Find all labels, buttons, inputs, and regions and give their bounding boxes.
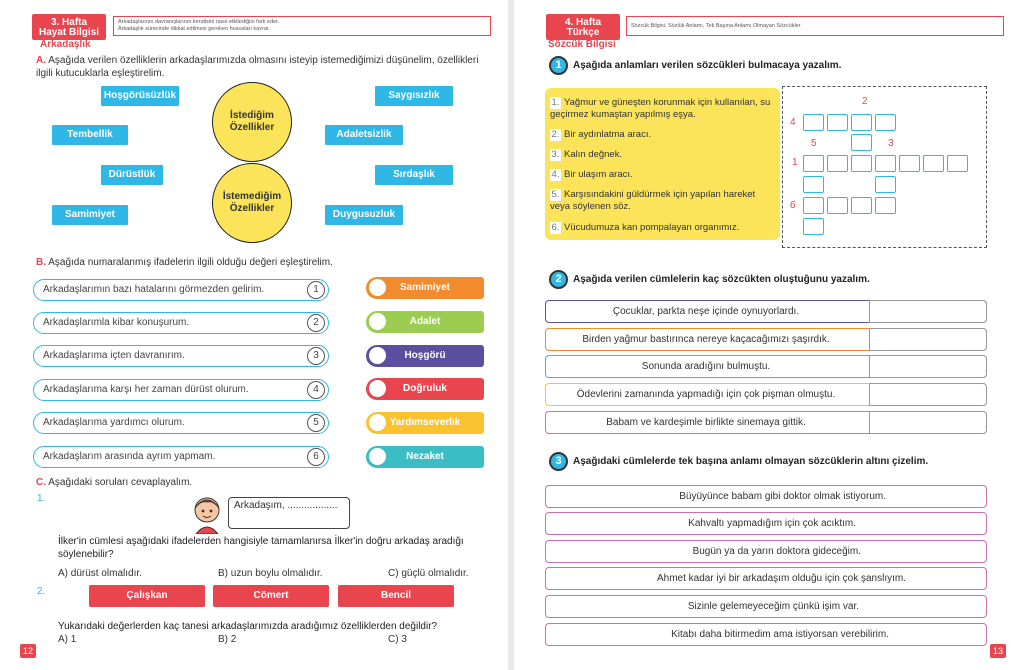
statement-row[interactable]: Arkadaşlarıma içten davranırım. 3 xyxy=(33,345,329,367)
value-tag[interactable]: Nezaket xyxy=(366,446,484,468)
page-number: 12 xyxy=(20,644,36,658)
crossword-cell[interactable] xyxy=(851,134,872,151)
value-tag[interactable]: Doğruluk xyxy=(366,378,484,400)
question-number: 2. xyxy=(37,586,46,597)
value-button[interactable]: Bencil xyxy=(338,585,454,607)
word-count-field[interactable] xyxy=(869,383,987,406)
crossword-cell[interactable] xyxy=(875,114,896,131)
crossword-cell[interactable] xyxy=(827,155,848,172)
question-title: Aşağıda anlamları verilen sözcükleri bulmacaya yazalım. xyxy=(573,60,842,71)
statement-number: 5 xyxy=(307,414,325,432)
answer-option[interactable]: B) 2 xyxy=(218,634,237,645)
week-badge: 3. Hafta Hayat Bilgisi xyxy=(32,14,106,40)
answer-option[interactable]: C) 3 xyxy=(388,634,407,645)
word-count-field[interactable] xyxy=(869,355,987,378)
value-tag[interactable]: Hoşgörü xyxy=(366,345,484,367)
crossword-cell[interactable] xyxy=(803,197,824,214)
crossword-cell[interactable] xyxy=(899,155,920,172)
sentence-row: Babam ve kardeşimle birlikte sinemaya gittik. xyxy=(545,411,987,434)
crossword-cell[interactable] xyxy=(875,155,896,172)
clue-item: 2. Bir aydınlatma aracı. xyxy=(551,129,652,140)
statement-row[interactable]: Arkadaşlarımın bazı hatalarını görmezden gelirim. 1 xyxy=(33,279,329,301)
trait-tag[interactable]: Saygısızlık xyxy=(375,86,453,106)
sentence-row: Birden yağmur bastırınca nereye kaçacağımızı şaşırdık. xyxy=(545,328,987,351)
grid-number: 2 xyxy=(862,96,868,107)
question-number: 3 xyxy=(549,452,568,471)
objectives-box: Sözcük Bilgisi, Sözlük Anlamı, Tek Başına Anlamı Olmayan Sözcükler xyxy=(626,16,1004,36)
word-count-field[interactable] xyxy=(869,300,987,323)
question-number: 1. xyxy=(37,493,46,504)
grid-number: 1 xyxy=(792,157,798,168)
section-c-instruction: C. Aşağıdaki soruları cevaplayalım. xyxy=(36,477,193,488)
grid-number: 3 xyxy=(888,138,894,149)
question-number: 2 xyxy=(549,270,568,289)
sentence-row: Ödevlerini zamanında yapmadığı için çok pişman olmuştu. xyxy=(545,383,987,406)
word-count-field[interactable] xyxy=(869,328,987,351)
statement-row[interactable]: Arkadaşlarımla kibar konuşurum. 2 xyxy=(33,312,329,334)
statement-row[interactable]: Arkadaşlarıma yardımcı olurum. 5 xyxy=(33,412,329,434)
answer-option[interactable]: B) uzun boylu olmalıdır. xyxy=(218,568,323,579)
statement-row[interactable]: Arkadaşlarım arasında ayrım yapmam. 6 xyxy=(33,446,329,468)
sentence-row[interactable]: Büyüyünce babam gibi doktor olmak istiyorum. xyxy=(545,485,987,508)
boy-avatar-icon xyxy=(188,494,226,534)
statement-number: 4 xyxy=(307,381,325,399)
sentence-row[interactable]: Bugün ya da yarın doktora gideceğim. xyxy=(545,540,987,563)
crossword-cell[interactable] xyxy=(803,114,824,131)
answer-option[interactable]: C) güçlü olmalıdır. xyxy=(388,568,469,579)
answer-option[interactable]: A) dürüst olmalıdır. xyxy=(58,568,142,579)
sentence-row[interactable]: Ahmet kadar iyi bir arkadaşım olduğu için çok şanslıyım. xyxy=(545,567,987,590)
section-a-instruction: A. Aşağıda verilen özelliklerin arkadaşlarımızda olmasını isteyip istemediğimizi düşünelim, özellikleri ilgili kutucuklarla eşleştirelim. xyxy=(36,55,479,79)
week-badge: 4. Hafta Türkçe xyxy=(546,14,620,40)
trait-tag[interactable]: Dürüstlük xyxy=(101,165,163,185)
grid-number: 6 xyxy=(790,200,796,211)
crossword-cell[interactable] xyxy=(851,197,872,214)
clue-item: 3. Kalın değnek. xyxy=(551,149,623,160)
question-text: İlker'in cümlesi aşağıdaki ifadelerden hangisiyle tamamlanırsa İlker'in doğru arkadaş aradığı söylenebilir? xyxy=(58,536,464,560)
value-button[interactable]: Cömert xyxy=(213,585,329,607)
topic-title: Sözcük Bilgisi xyxy=(548,39,616,50)
question-text: Yukarıdaki değerlerden kaç tanesi arkadaşlarımızda aradığımız özelliklerden değildir? xyxy=(58,621,438,632)
trait-tag[interactable]: Duygusuzluk xyxy=(325,205,403,225)
value-tag[interactable]: Yardımseverlik xyxy=(366,412,484,434)
crossword-cell[interactable] xyxy=(875,176,896,193)
statement-row[interactable]: Arkadaşlarıma karşı her zaman dürüst olurum. 4 xyxy=(33,379,329,401)
statement-number: 2 xyxy=(307,314,325,332)
trait-tag[interactable]: Samimiyet xyxy=(52,205,128,225)
clue-item: 5. Karşısındakini güldürmek için yapılan hareket veya söylenen söz. xyxy=(550,189,756,212)
question-title: Aşağıda verilen cümlelerin kaç sözcükten oluştuğunu yazalım. xyxy=(573,274,870,285)
objectives-box: Arkadaşlarının davranışlarının kendisini nasıl etkilediğini fark eder. Arkadaşlık sürecinde dikkat edilmesi gereken hususları kavrar. xyxy=(113,16,491,36)
sentence-row[interactable]: Kahvaltı yapmadığım için çok acıktım. xyxy=(545,512,987,535)
crossword-cell[interactable] xyxy=(803,218,824,235)
sentence-row[interactable]: Sizinle gelemeyeceğim çünkü işim var. xyxy=(545,595,987,618)
sentence-row[interactable]: Kitabı daha bitirmedim ama istiyorsan verebilirim. xyxy=(545,623,987,646)
trait-tag[interactable]: Adaletsizlik xyxy=(325,125,403,145)
book-spine xyxy=(508,0,514,670)
clue-item: 1. Yağmur ve güneşten korunmak için kullanılan, su geçirmez kumaştan yapılmış eşya. xyxy=(550,97,771,120)
left-page xyxy=(0,0,508,670)
clue-item: 6. Vücudumuza kan pompalayan organımız. xyxy=(551,222,740,233)
unwanted-traits-circle[interactable]: İstemediğim Özellikler xyxy=(212,163,292,243)
topic-title: Arkadaşlık xyxy=(40,39,91,50)
value-tag[interactable]: Samimiyet xyxy=(366,277,484,299)
grid-number: 5 xyxy=(811,138,817,149)
clue-item: 4. Bir ulaşım aracı. xyxy=(551,169,633,180)
crossword-cell[interactable] xyxy=(947,155,968,172)
crossword-cell[interactable] xyxy=(851,155,872,172)
word-count-field[interactable] xyxy=(869,411,987,434)
trait-tag[interactable]: Sırdaşlık xyxy=(375,165,453,185)
sentence-row: Sonunda aradığını bulmuştu. xyxy=(545,355,987,378)
answer-option[interactable]: A) 1 xyxy=(58,634,77,645)
speech-bubble: Arkadaşım, .................. xyxy=(228,497,350,529)
trait-tag[interactable]: Hoşgörüsüzlük xyxy=(101,86,179,106)
crossword-cell[interactable] xyxy=(827,197,848,214)
question-title: Aşağıdaki cümlelerde tek başına anlamı olmayan sözcüklerin altını çizelim. xyxy=(573,456,929,467)
value-tag[interactable]: Adalet xyxy=(366,311,484,333)
crossword-cell[interactable] xyxy=(803,176,824,193)
statement-number: 3 xyxy=(307,347,325,365)
statement-number: 1 xyxy=(307,281,325,299)
crossword-cell[interactable] xyxy=(827,114,848,131)
crossword-cell[interactable] xyxy=(923,155,944,172)
crossword-cell[interactable] xyxy=(875,197,896,214)
section-b-instruction: B. Aşağıda numaralanmış ifadelerin ilgili olduğu değeri eşleştirelim. xyxy=(36,257,333,268)
trait-tag[interactable]: Tembellik xyxy=(52,125,128,145)
wanted-traits-circle[interactable]: İstediğim Özellikler xyxy=(212,82,292,162)
crossword-cell[interactable] xyxy=(803,155,824,172)
crossword-cell[interactable] xyxy=(851,114,872,131)
grid-number: 4 xyxy=(790,117,796,128)
page-number: 13 xyxy=(990,644,1006,658)
question-number: 1 xyxy=(549,56,568,75)
sentence-row: Çocuklar, parkta neşe içinde oynuyorlardı. xyxy=(545,300,987,323)
value-button[interactable]: Çalışkan xyxy=(89,585,205,607)
statement-number: 6 xyxy=(307,448,325,466)
